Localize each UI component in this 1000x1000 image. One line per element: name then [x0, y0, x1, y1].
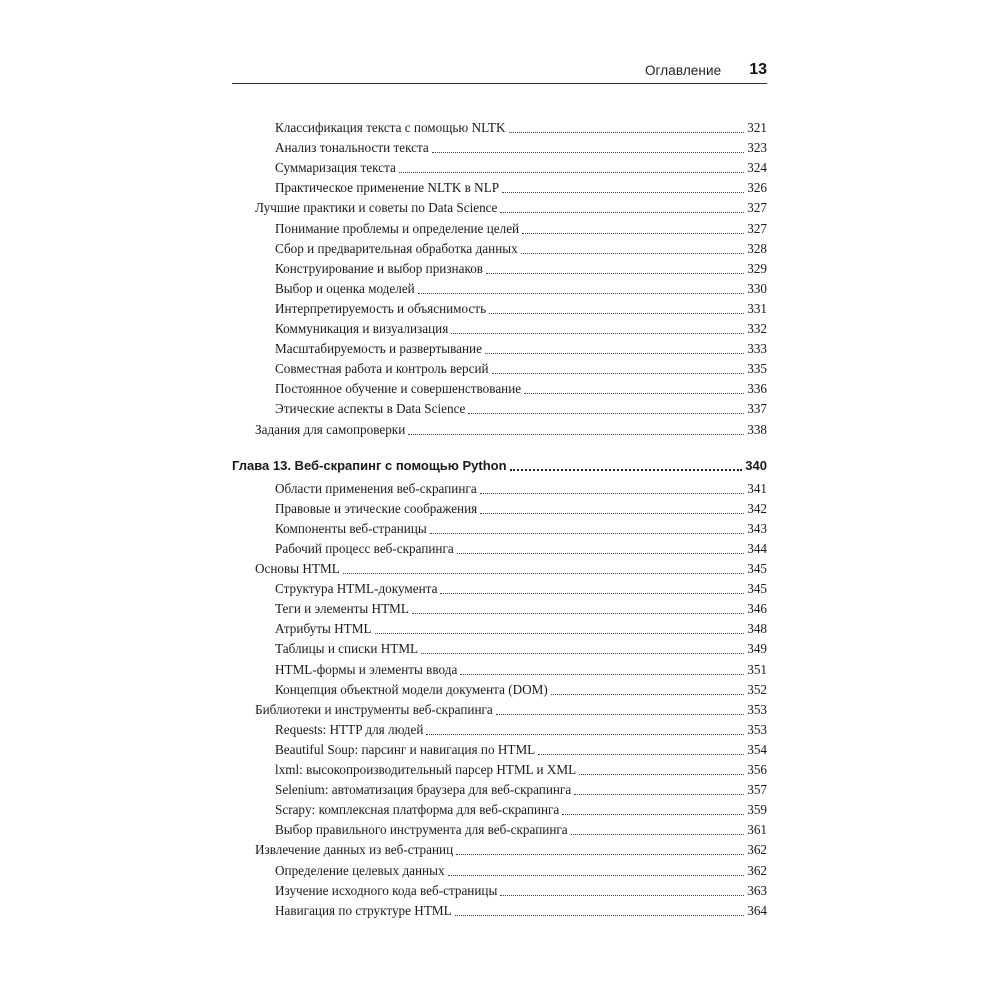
toc-chapter[interactable]: [232, 455, 767, 475]
toc-subsection[interactable]: [275, 398, 767, 418]
toc-subsection[interactable]: [275, 478, 767, 498]
dot-leader: [486, 273, 744, 274]
toc-entry-title: Задания для самопроверки: [255, 421, 406, 437]
toc-subsection[interactable]: [275, 618, 767, 638]
toc-entry-title: Совместная работа и контроль версий: [275, 361, 489, 377]
dot-leader: [375, 633, 745, 634]
toc-subsection[interactable]: [275, 177, 767, 197]
toc-subsection[interactable]: [275, 278, 767, 298]
toc-subsection[interactable]: [275, 318, 767, 338]
toc-entry-title: Лучшие практики и советы по Data Science: [255, 200, 498, 216]
toc-entry-title: Определение целевых данных: [275, 862, 445, 878]
dot-leader: [524, 393, 744, 394]
dot-leader: [432, 152, 744, 153]
toc-subsection[interactable]: [275, 759, 767, 779]
toc-entry-page: 356: [747, 762, 767, 777]
toc-section[interactable]: [255, 839, 767, 859]
toc-entry-page: 361: [747, 822, 767, 838]
toc-entry-page: 340: [745, 457, 767, 473]
dot-leader: [489, 313, 744, 314]
toc-entry-title: lxml: высокопроизводительный парсер HTML и XML: [275, 762, 577, 777]
toc-entry-title: Selenium: автоматизация браузера для веб-скрапинга: [275, 782, 572, 798]
toc-entry-title: Теги и элементы HTML: [275, 601, 409, 617]
toc-entry-page: 363: [747, 882, 767, 898]
toc-entry-page: 344: [747, 540, 767, 556]
toc-subsection[interactable]: [275, 638, 767, 658]
dot-leader: [510, 469, 743, 471]
toc-subsection[interactable]: [275, 659, 767, 679]
toc-entry-title: Scrapy: комплексная платформа для веб-скрапинга: [275, 802, 560, 818]
toc-entry-page: 351: [747, 661, 767, 677]
toc-entry-page: 332: [747, 321, 767, 336]
page-number: 13: [749, 61, 767, 78]
toc-subsection[interactable]: [275, 338, 767, 358]
toc-entry-title: Выбор и оценка моделей: [275, 280, 415, 296]
toc-entry-title: Компоненты веб-страницы: [275, 520, 427, 536]
toc-subsection[interactable]: [275, 137, 767, 157]
toc-entry-title: Конструирование и выбор признаков: [275, 260, 484, 276]
toc-entry-title: Практическое применение NLTK в NLP: [275, 180, 500, 196]
toc-entry-title: HTML-формы и элементы ввода: [275, 661, 458, 677]
toc-entry-page: 321: [747, 120, 767, 135]
toc-entry-title: Области применения веб-скрапинга: [275, 480, 477, 496]
toc-subsection[interactable]: [275, 900, 767, 920]
toc-entry-title: Концепция объектной модели документа (DOM): [275, 681, 548, 697]
dot-leader: [485, 353, 744, 354]
dot-leader: [421, 653, 744, 654]
toc-entry-page: 327: [747, 220, 767, 236]
dot-leader: [522, 233, 744, 234]
toc-subsection[interactable]: [275, 679, 767, 699]
toc-entry-page: 359: [747, 802, 767, 818]
toc-entry-page: 353: [747, 721, 767, 737]
toc-entry-title: Выбор правильного инструмента для веб-скрапинга: [275, 822, 568, 838]
toc-entry-page: 338: [747, 421, 767, 437]
toc-entry-page: 352: [747, 681, 767, 697]
toc-entry-page: 346: [747, 601, 767, 617]
toc-entry-page: 345: [747, 581, 767, 597]
dot-leader: [496, 714, 744, 715]
dot-leader: [455, 915, 745, 916]
toc-entry-title: Интерпретируемость и объяснимость: [275, 300, 487, 316]
dot-leader: [500, 895, 744, 896]
toc-subsection[interactable]: [275, 880, 767, 900]
toc-subsection[interactable]: [275, 538, 767, 558]
toc-section[interactable]: [255, 699, 767, 719]
toc-entry-title: Глава 13. Веб-скрапинг с помощью Python: [232, 457, 507, 473]
toc-subsection[interactable]: [275, 860, 767, 880]
dot-leader: [457, 553, 744, 554]
dot-leader: [440, 593, 744, 594]
toc-entry-page: 341: [747, 480, 767, 496]
toc-entry-title: Постоянное обучение и совершенствование: [275, 381, 522, 397]
toc-entry-page: 336: [747, 381, 767, 397]
dot-leader: [399, 172, 744, 173]
toc-subsection[interactable]: [275, 258, 767, 278]
toc-entry-title: Правовые и этические соображения: [275, 500, 478, 516]
toc-entry-page: 331: [747, 300, 767, 316]
toc-entry-page: 329: [747, 260, 767, 276]
toc-entry-title: Извлечение данных из веб-страниц: [255, 842, 454, 858]
dot-leader: [562, 814, 744, 815]
toc-entry-page: 342: [747, 500, 767, 516]
toc-entry-title: Понимание проблемы и определение целей: [275, 220, 520, 236]
toc-subsection[interactable]: [275, 719, 767, 739]
toc-subsection[interactable]: [275, 117, 767, 137]
toc-entry-page: 328: [747, 240, 767, 256]
dot-leader: [468, 413, 744, 414]
dot-leader: [480, 513, 744, 514]
toc-subsection[interactable]: [275, 518, 767, 538]
toc-entry-page: 330: [747, 280, 767, 296]
toc-subsection[interactable]: [275, 799, 767, 819]
toc-entry-title: Сбор и предварительная обработка данных: [275, 240, 518, 256]
toc-subsection[interactable]: [275, 739, 767, 759]
toc-entry-title: Атрибуты HTML: [275, 621, 372, 637]
toc-entry-title: Основы HTML: [255, 561, 340, 576]
toc-entry-title: Коммуникация и визуализация: [275, 321, 449, 336]
toc-entry-page: 345: [747, 561, 767, 576]
toc-entry-title: Масштабируемость и развертывание: [275, 341, 482, 357]
toc-entry-page: 323: [747, 140, 767, 156]
dot-leader: [579, 774, 744, 775]
toc-subsection[interactable]: [275, 779, 767, 799]
toc-subsection[interactable]: [275, 598, 767, 618]
dot-leader: [574, 794, 744, 795]
toc-entry-title: Структура HTML-документа: [275, 581, 438, 597]
dot-leader: [551, 694, 744, 695]
toc-entry-page: 337: [747, 401, 767, 417]
dot-leader: [343, 573, 744, 574]
dot-leader: [430, 533, 744, 534]
toc-entry-page: 348: [747, 621, 767, 637]
dot-leader: [480, 493, 745, 494]
toc-entry-page: 326: [747, 180, 767, 196]
dot-leader: [460, 674, 744, 675]
toc-entry-page: 362: [747, 862, 767, 878]
dot-leader: [492, 373, 745, 374]
dot-leader: [451, 333, 744, 334]
toc-entry-page: 357: [747, 782, 767, 798]
toc-entry-page: 354: [747, 741, 767, 757]
toc-entry-title: Библиотеки и инструменты веб-скрапинга: [255, 701, 493, 717]
toc-entry-page: 333: [747, 341, 767, 357]
toc-entry-page: 343: [747, 520, 767, 536]
toc-entry-title: Таблицы и списки HTML: [275, 641, 419, 657]
toc-entry-title: Навигация по структуре HTML: [275, 902, 452, 918]
toc-entry-title: Изучение исходного кода веб-страницы: [275, 882, 498, 898]
dot-leader: [456, 854, 744, 855]
toc-subsection[interactable]: [275, 298, 767, 318]
running-header-title: Оглавление: [644, 62, 722, 78]
dot-leader: [502, 192, 744, 193]
toc-section[interactable]: [255, 197, 767, 217]
toc-entry-title: Этические аспекты в Data Science: [275, 401, 466, 417]
dot-leader: [418, 293, 744, 294]
toc-entry-page: 327: [747, 200, 767, 216]
dot-leader: [571, 834, 745, 835]
dot-leader: [509, 132, 745, 133]
toc-entry-title: Рабочий процесс веб-скрапинга: [275, 540, 454, 556]
toc-entry-page: 353: [747, 701, 767, 717]
dot-leader: [521, 253, 744, 254]
toc-section[interactable]: [255, 419, 767, 439]
toc-subsection[interactable]: [275, 157, 767, 177]
toc-entry-page: 335: [747, 361, 767, 377]
toc-entry-title: Анализ тональности текста: [275, 140, 429, 156]
toc-subsection[interactable]: [275, 378, 767, 398]
toc-section[interactable]: [255, 558, 767, 578]
toc-subsection[interactable]: [275, 578, 767, 598]
dot-leader: [448, 875, 745, 876]
toc-subsection[interactable]: [275, 218, 767, 238]
toc-subsection[interactable]: [275, 819, 767, 839]
dot-leader: [500, 212, 744, 213]
toc-subsection[interactable]: [275, 358, 767, 378]
toc-entry-page: 362: [747, 842, 767, 858]
dot-leader: [412, 613, 744, 614]
toc-subsection[interactable]: [275, 498, 767, 518]
toc-entry-title: Суммаризация текста: [275, 160, 396, 176]
toc-entry-page: 349: [747, 641, 767, 657]
dot-leader: [538, 754, 744, 755]
toc-entry-title: Requests: HTTP для людей: [275, 721, 424, 737]
toc-entry-title: Классификация текста с помощью NLTK: [275, 120, 506, 135]
toc-subsection[interactable]: [275, 238, 767, 258]
dot-leader: [426, 734, 744, 735]
toc-entry-title: Beautiful Soup: парсинг и навигация по HTML: [275, 741, 536, 757]
dot-leader: [408, 434, 744, 435]
toc-entry-page: 324: [747, 160, 767, 176]
toc-entry-page: 364: [747, 902, 767, 918]
